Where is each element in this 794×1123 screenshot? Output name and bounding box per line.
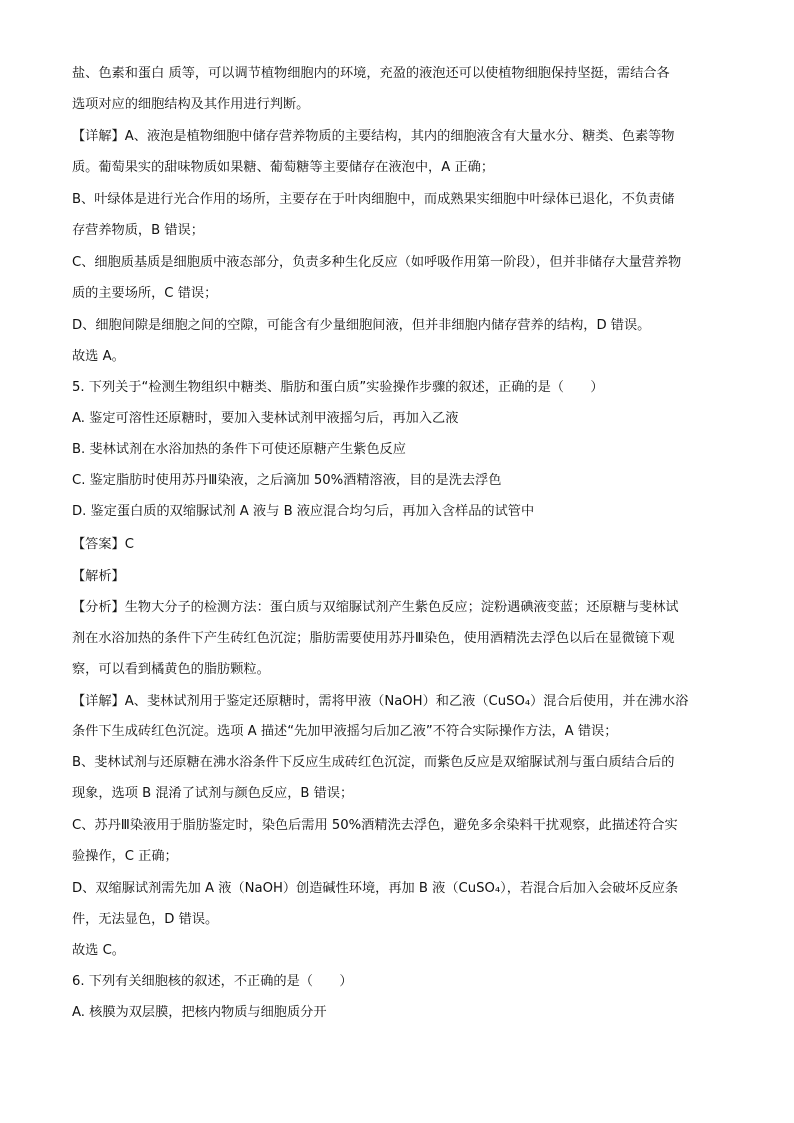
paragraph-line: D、细胞间隙是细胞之间的空隙，可能含有少量细胞间液，但并非细胞内储存营养的结构，D 错误。 <box>72 318 651 333</box>
paragraph-line: 故选 A。 <box>72 349 125 364</box>
option-a: A. 鉴定可溶性还原糖时，要加入斐林试剂甲液摇匀后，再加入乙液 <box>72 411 459 426</box>
paragraph-line: D、双缩脲试剂需先加 A 液（NaOH）创造碱性环境，再加 B 液（CuSO₄），若混合后加入会破坏反应条 <box>72 881 679 896</box>
option-c: C. 鉴定脂肪时使用苏丹Ⅲ染液，之后滴加 50%酒精溶液，目的是洗去浮色 <box>72 473 502 488</box>
option-b: B. 斐林试剂在水浴加热的条件下可使还原糖产生紫色反应 <box>72 442 406 457</box>
paragraph-line: 件，无法显色，D 错误。 <box>72 912 219 927</box>
analysis-label: 【解析】 <box>72 569 125 584</box>
paragraph-line: 质。葡萄果实的甜味物质如果糖、葡萄糖等主要储存在液泡中，A 正确； <box>72 160 495 175</box>
paragraph-line: 选项对应的细胞结构及其作用进行判断。 <box>72 97 310 112</box>
paragraph-line: B、叶绿体是进行光合作用的场所，主要存在于叶肉细胞中，而成熟果实细胞中叶绿体已退化，不负责储 <box>72 192 675 207</box>
paragraph-line: C、细胞质基质是细胞质中液态部分，负责多种生化反应（如呼吸作用第一阶段），但并非储存大量营养物 <box>72 255 682 270</box>
paragraph-line: 【分析】生物大分子的检测方法：蛋白质与双缩脲试剂产生紫色反应；淀粉遇碘液变蓝；还原糖与斐林试 <box>72 600 679 615</box>
paragraph-line: 存营养物质，B 错误； <box>72 223 204 238</box>
answer-label: 【答案】C <box>72 537 134 552</box>
paragraph-line: 条件下生成砖红色沉淀。选项 A 描述“先加甲液摇匀后加乙液”不符合实际操作方法，A 错误； <box>72 724 618 739</box>
paragraph-line: 【详解】A、斐林试剂用于鉴定还原糖时，需将甲液（NaOH）和乙液（CuSO₄）混合后使用，并在沸水浴 <box>72 694 689 709</box>
paragraph-line: 盐、色素和蛋白 质等，可以调节植物细胞内的环境，充盈的液泡还可以使植物细胞保持坚挺，需结合各 <box>72 66 670 81</box>
paragraph-line: B、斐林试剂与还原糖在沸水浴条件下反应生成砖红色沉淀，而紫色反应是双缩脲试剂与蛋白质结合后的 <box>72 755 675 770</box>
question-stem: 5. 下列关于“检测生物组织中糖类、脂肪和蛋白质”实验操作步骤的叙述，正确的是（ ） <box>72 380 604 395</box>
paragraph-line: 质的主要场所，C 错误； <box>72 286 218 301</box>
option-d: D. 鉴定蛋白质的双缩脲试剂 A 液与 B 液应混合均匀后，再加入含样品的试管中 <box>72 504 535 519</box>
paragraph-line: 【详解】A、液泡是植物细胞中储存营养物质的主要结构，其内的细胞液含有大量水分、糖类、色素等物 <box>72 129 675 144</box>
paragraph-line: 剂在水浴加热的条件下产生砖红色沉淀；脂肪需要使用苏丹Ⅲ染色，使用酒精洗去浮色以后在显微镜下观 <box>72 631 675 646</box>
paragraph-line: 故选 C。 <box>72 943 125 958</box>
paragraph-line: 验操作，C 正确； <box>72 849 178 864</box>
question-stem: 6. 下列有关细胞核的叙述，不正确的是（ ） <box>72 974 353 989</box>
option-a: A. 核膜为双层膜，把核内物质与细胞质分开 <box>72 1005 327 1020</box>
paragraph-line: 现象，选项 B 混淆了试剂与颜色反应，B 错误； <box>72 786 354 801</box>
paragraph-line: C、苏丹Ⅲ染液用于脂肪鉴定时，染色后需用 50%酒精洗去浮色，避免多余染料干扰观察，此描述符合实 <box>72 818 678 833</box>
paragraph-line: 察，可以看到橘黄色的脂肪颗粒。 <box>72 662 270 677</box>
